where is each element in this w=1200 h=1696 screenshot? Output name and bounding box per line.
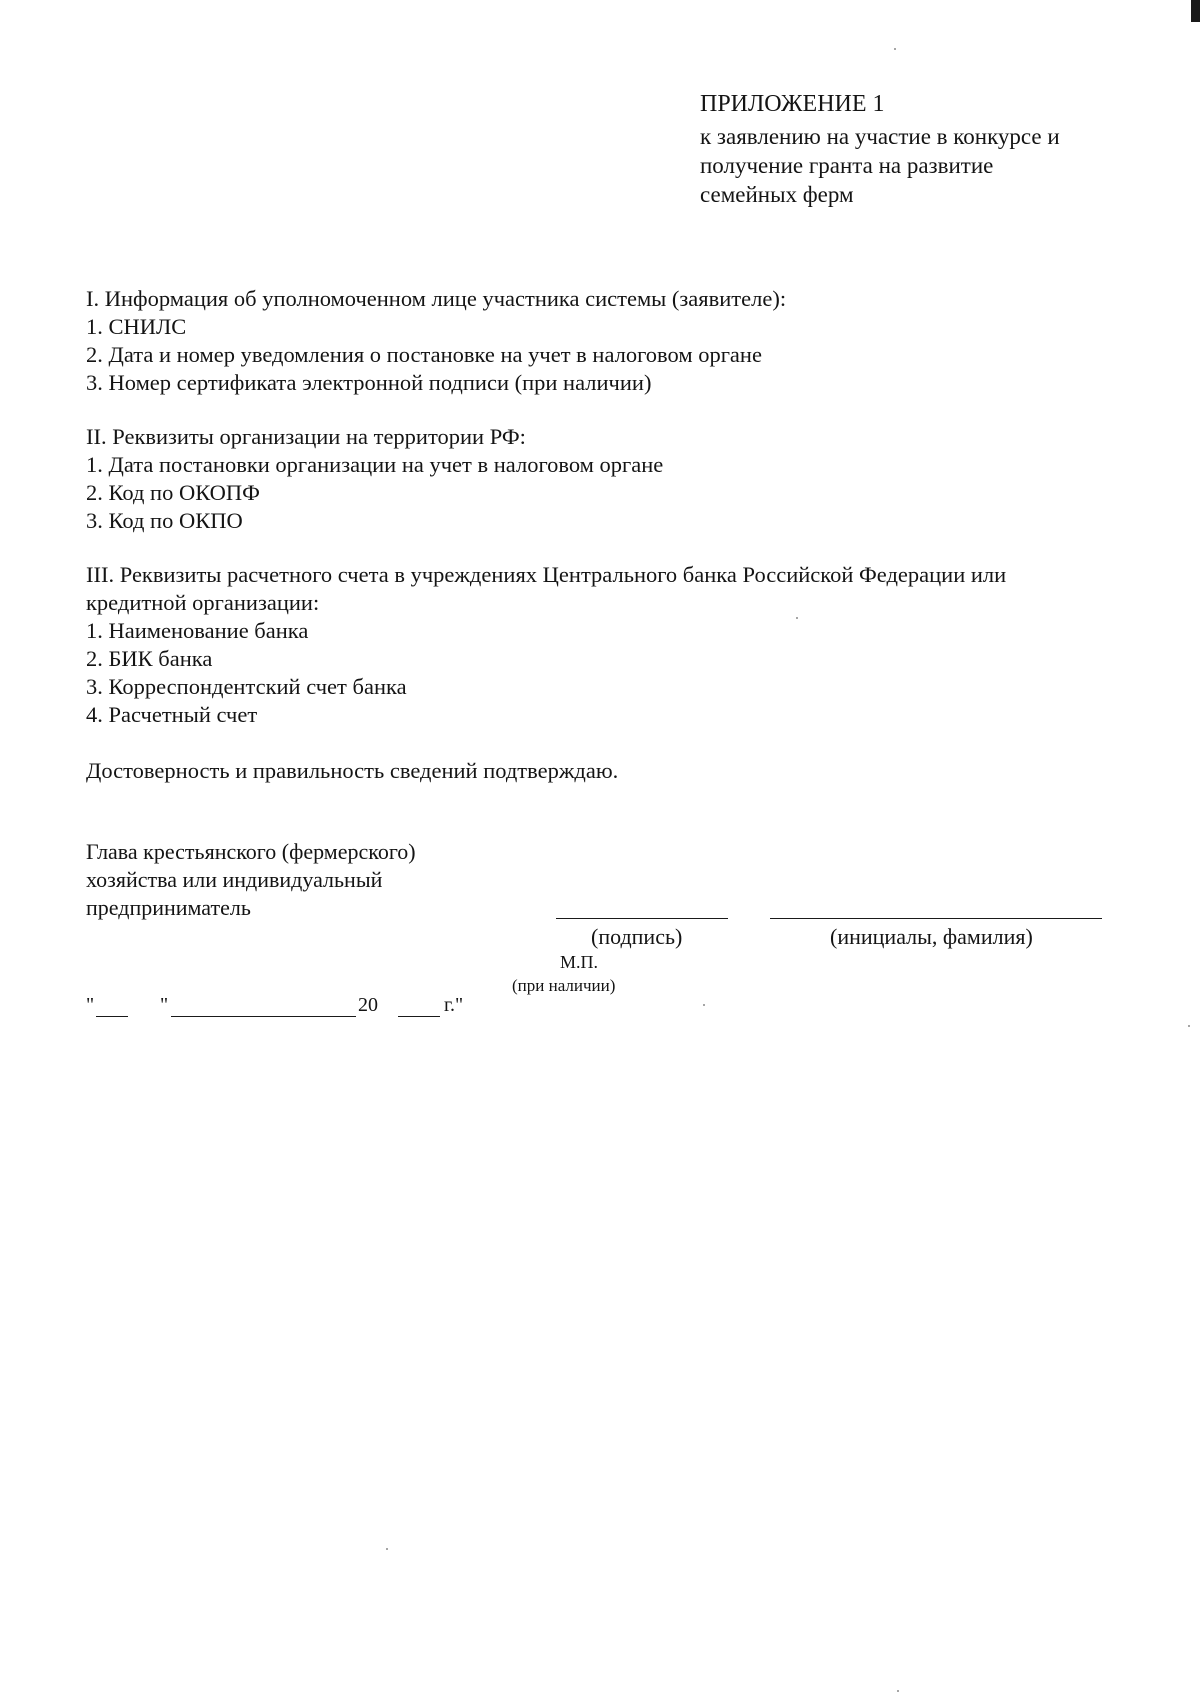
scan-edge-mark: [1191, 0, 1200, 22]
list-item: 2. БИК банка: [86, 646, 213, 671]
list-item: 1. СНИЛС: [86, 314, 187, 339]
date-row: [86, 994, 506, 1024]
signer-title-line: Глава крестьянского (фермерского): [86, 839, 416, 864]
scan-speck: [703, 1004, 705, 1006]
list-item: 2. Дата и номер уведомления о постановке на учет в налоговом органе: [86, 342, 762, 367]
section-heading: III. Реквизиты расчетного счета в учреждениях Центрального банка Российской Федерации или: [86, 562, 1007, 587]
scan-speck: [386, 1548, 388, 1550]
signature-caption: (подпись): [591, 924, 683, 949]
section-organization-details: [86, 423, 1146, 535]
section-heading: II. Реквизиты организации на территории РФ:: [86, 424, 526, 449]
appendix-header: [700, 90, 1140, 209]
signer-title-line: хозяйства или индивидуальный: [86, 867, 383, 892]
list-item: 3. Код по ОКПО: [86, 508, 243, 533]
signature-line: [556, 918, 728, 919]
section-heading-continuation: кредитной организации:: [86, 590, 320, 615]
list-item: 1. Наименование банка: [86, 618, 309, 643]
signer-title: [86, 838, 506, 922]
day-blank: [96, 1016, 128, 1017]
section-heading: I. Информация об уполномоченном лице участника системы (заявителе):: [86, 286, 787, 311]
list-item: 3. Корреспондентский счет банка: [86, 674, 407, 699]
month-blank: [171, 1016, 356, 1017]
appendix-title: ПРИЛОЖЕНИЕ 1: [700, 91, 885, 117]
scan-speck: [894, 48, 896, 50]
name-caption: (инициалы, фамилия): [830, 924, 1033, 949]
date-close-quote: ": [160, 994, 169, 1016]
name-line: [770, 918, 1102, 919]
year-blank: [398, 1016, 440, 1017]
section-bank-account: [86, 561, 1146, 729]
section-applicant-info: [86, 285, 1146, 397]
stamp-label: М.П.: [560, 952, 599, 972]
scan-speck: [1188, 1025, 1190, 1027]
appendix-subtitle-line: к заявлению на участие в конкурсе и: [700, 124, 1060, 149]
list-item: 2. Код по ОКОПФ: [86, 480, 260, 505]
list-item: 1. Дата постановки организации на учет в налоговом органе: [86, 452, 664, 477]
list-item: 4. Расчетный счет: [86, 702, 258, 727]
appendix-subtitle-line: получение гранта на развитие: [700, 153, 994, 178]
stamp-note: (при наличии): [512, 976, 616, 995]
date-open-quote: ": [86, 994, 95, 1016]
scan-speck: [897, 1690, 899, 1692]
list-item: 3. Номер сертификата электронной подписи (при наличии): [86, 370, 652, 395]
year-prefix: 20: [358, 994, 378, 1016]
confirmation-statement: Достоверность и правильность сведений подтверждаю.: [86, 758, 619, 783]
signer-title-line: предприниматель: [86, 895, 251, 920]
appendix-subtitle-line: семейных ферм: [700, 182, 854, 207]
year-suffix: г.": [444, 994, 464, 1016]
